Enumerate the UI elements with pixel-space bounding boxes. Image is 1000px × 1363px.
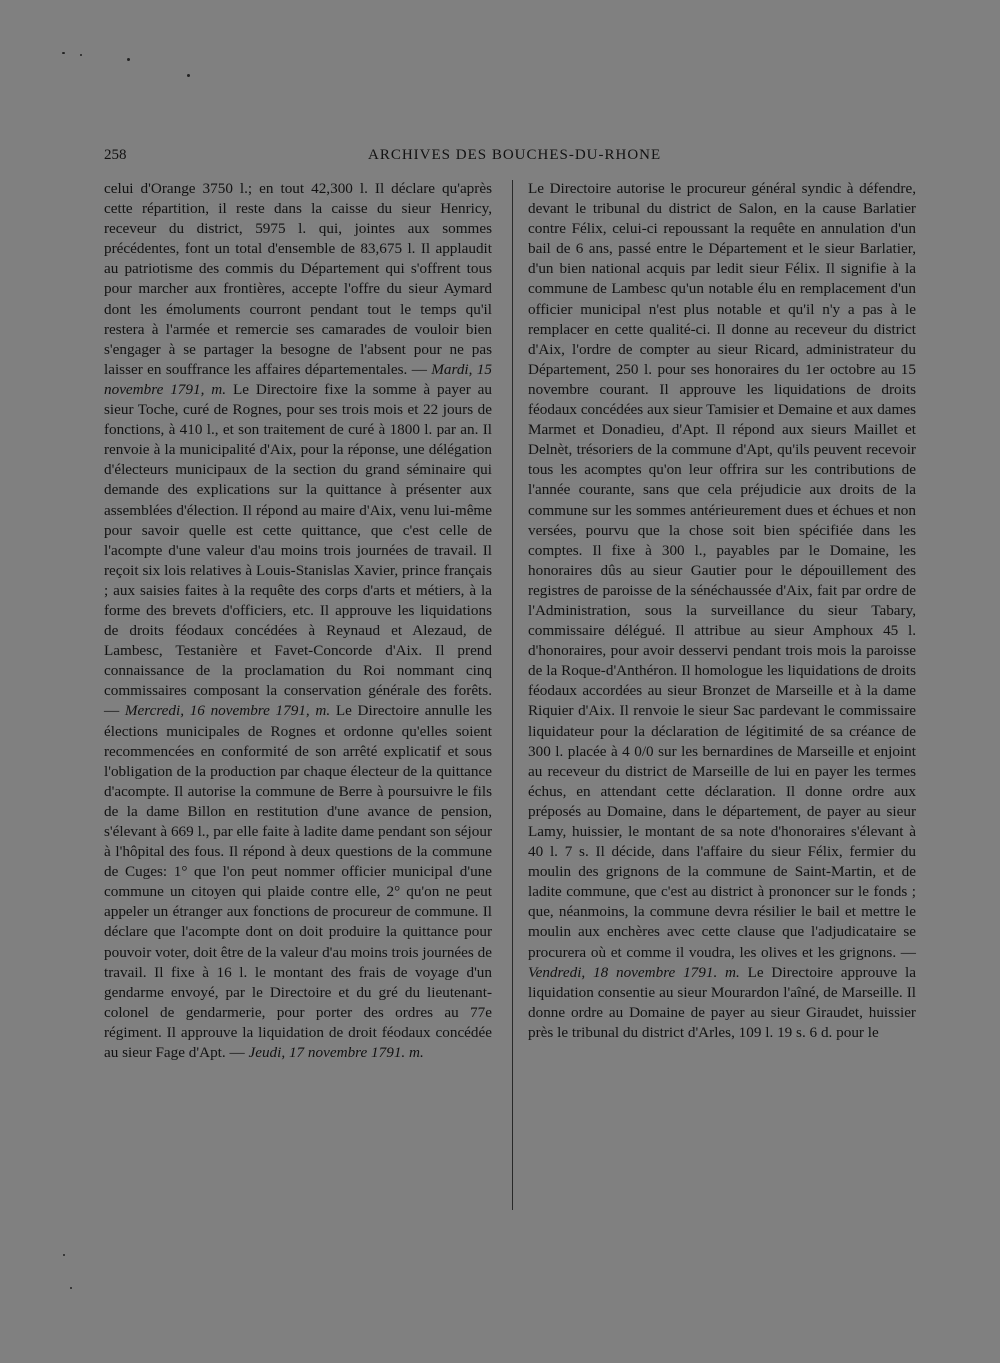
date-mercredi: Mercredi, 16 novembre 1791, m. — [124, 702, 331, 720]
left-paragraph-3: Le Directoire annulle les élections municipales de Rognes et ordonne qu'elles soient recommencées en conformité de son arrêté explicatif et sous l'obligation de la production par chaque électeur de la quittance d'acompte. Il autorise la commune de Berre à poursuivre le fils de la dame Billon en restitution d'une avance de pension, s'élevant à 669 l., par elle faite à ladite dame pendant son séjour à l'hôpital des fous. Il répond à deux questions de la commune de Cuges: 1° que l'on peut nommer officier municipal d'une commune un citoyen qui plaide contre elle, 2° qu'on ne peut appeler un étranger aux fonctions de procureur de commune. Il déclare que l'acompte dont on doit produire la quittance pour pouvoir voter, doit être de la valeur d'au moins trois journées de travail. Il fixe à 16 l. le montant des frais de voyage d'un gendarme envoyé, par le Directoire et du gré du lieutenant-colonel de gendarmerie, pour porter des ordres au 77e régiment. Il approuve la liquidation de droit féodaux concédée au sieur Fage d'Apt. — — [104, 702, 493, 1062]
left-paragraph-2: Le Directoire fixe la somme à payer au sieur Toche, curé de Rognes, pour ses trois mois et 22 jours de fonctions, à 410 l., et son traitement de curé à 1800 l. par an. Il renvoie à la municipalité d'Aix, pour la réponse, une délégation d'électeurs municipaux de la section du grand séminaire qui demande des explications sur la quittance à présenter aux assemblées d'élection. Il répond au maire d'Aix, venu lui-même pour savoir quelle est cette quittance, que c'est celle de l'acompte d'une valeur d'au moins trois journées de travail. Il reçoit six lois relatives à Louis-Stanislas Xavier, prince français ; aux saisies faites à la requête des corps d'arts et métiers, à la forme des brevets d'officiers, etc. Il approuve les liquidations de droits féodaux concédées à Reynaud et Alezaud, de Lambesc, Testanière et Favet-Concorde d'Aix. Il prend connaissance de la proclamation du Roi nommant cinq commissaires composant la conservation générale des forêts. — — [104, 380, 492, 720]
scan-speck — [80, 54, 82, 56]
scan-speck — [70, 1287, 72, 1289]
scan-speck — [127, 58, 130, 61]
right-column — [528, 179, 916, 1043]
left-column — [104, 179, 492, 1063]
date-vendredi: Vendredi, 18 novembre 1791. m. — [528, 963, 740, 981]
date-mardi: Mardi, 15 novembre 1791, m. — [104, 360, 492, 398]
running-title: ARCHIVES DES BOUCHES-DU-RHONE — [368, 147, 662, 163]
right-paragraph-1: Le Directoire autorise le procureur général syndic à défendre, devant le tribunal du district de Salon, en la cause Barlatier contre Félix, celui-ci repoussant la requête en annulation d'un bail de 6 ans, passé entre le Département et le sieur Barlatier, d'un bien national acquis par ledit sieur Félix. Il signifie à la commune de Lambesc qu'un notable élu en remplacement d'un officier municipal n'est plus notable et qu'il n'y a pas à le remplacer en cette qualité-ci. Il donne au receveur du district d'Aix, l'ordre de compter au sieur Ricard, administrateur du Département, 250 l. pour ses honoraires du 1er octobre au 15 novembre courant. Il approuve les liquidations de droits féodaux concédées aux sieur Tamisier et Demaine et aux dames Marmet et Donadieu, d'Apt. Il répond aux sieurs Maillet et Delnèt, trésoriers de la commune d'Apt, qu'ils peuvent recevoir tous les acomptes qu'on leur offrira sur les contributions de l'année courante, sans que cela préjudicie aux droits de la commune sur les sommes antérieurement dues et échues et non versées, pourvu que la chose soit bien spécifiée dans les comptes. Il fixe à 300 l., payables par le Domaine, les honoraires dûs au sieur Gautier pour le dépouillement des registres de paroisse de la sénéchaussée d'Aix, fait par ordre de l'Administration, sous la surveillance du sieur Tabary, commissaire délégué. Il attribue au sieur Amphoux 45 l. d'honoraires, pour avoir desservi pendant trois mois la paroisse de la Roque-d'Anthéron. Il homologue les liquidations de droits féodaux accordées au sieur Bronzet de Marseille et à la dame Riquier d'Aix. Il renvoie le sieur Sac pardevant le commissaire liquidateur pour la déclaration de légitimité de sa créance de 300 l. placée à 4 0/0 sur les bernardines de Marseille et enjoint au receveur du district de Marseille de lui en payer les termes échus, en attendant cette déclaration. Il donne ordre aux préposés au Domaine, dans le département, de payer au sieur Lamy, huissier, le montant de sa note d'honoraires s'élevant à 40 l. 7 s. Il décide, dans l'affaire du sieur Félix, fermier du moulin des grignons de la commune de Saint-Martin, et de ladite commune, que c'est au district à prononcer sur le fonds ; que, néanmoins, la commune devra résilier le bail et mettre le moulin aux enchères avec cette clause que l'adjudicataire se procurera où et comme il voudra, les olives et les grignons. — — [528, 180, 916, 961]
date-jeudi: Jeudi, 17 novembre 1791. m. — [248, 1044, 424, 1062]
scan-speck — [187, 74, 190, 77]
left-paragraph-1: celui d'Orange 3750 l.; en tout 42,300 l. Il déclare qu'après cette répartition, il reste dans la caisse du sieur Henricy, receveur du district, 5975 l. qui, jointes aux sommes précédentes, font un total d'ensemble de 83,675 l. Il applaudit au patriotisme des commis du Département qui s'offrent tous pour marcher aux frontières, accepte l'offre du sieur Aymard dont les émoluments courront pendant tout le temps qu'il restera à l'armée et remercie ses camarades de vouloir bien s'engager à se partager la besogne de l'absent pour ne pas laisser en souffrance les affaires départementales. — — [104, 180, 492, 378]
scan-speck — [62, 52, 65, 54]
page-number: 258 — [104, 147, 127, 163]
right-paragraph-2: Le Directoire approuve la liquidation consentie au sieur Mourardon l'aîné, de Marseille. Il donne ordre au Domaine de payer au sieur Giraudet, huissier près le tribunal du district d'Arles, 109 l. 19 s. 6 d. pour le — [528, 963, 916, 1041]
scan-speck — [63, 1254, 65, 1256]
column-divider — [512, 180, 513, 1210]
